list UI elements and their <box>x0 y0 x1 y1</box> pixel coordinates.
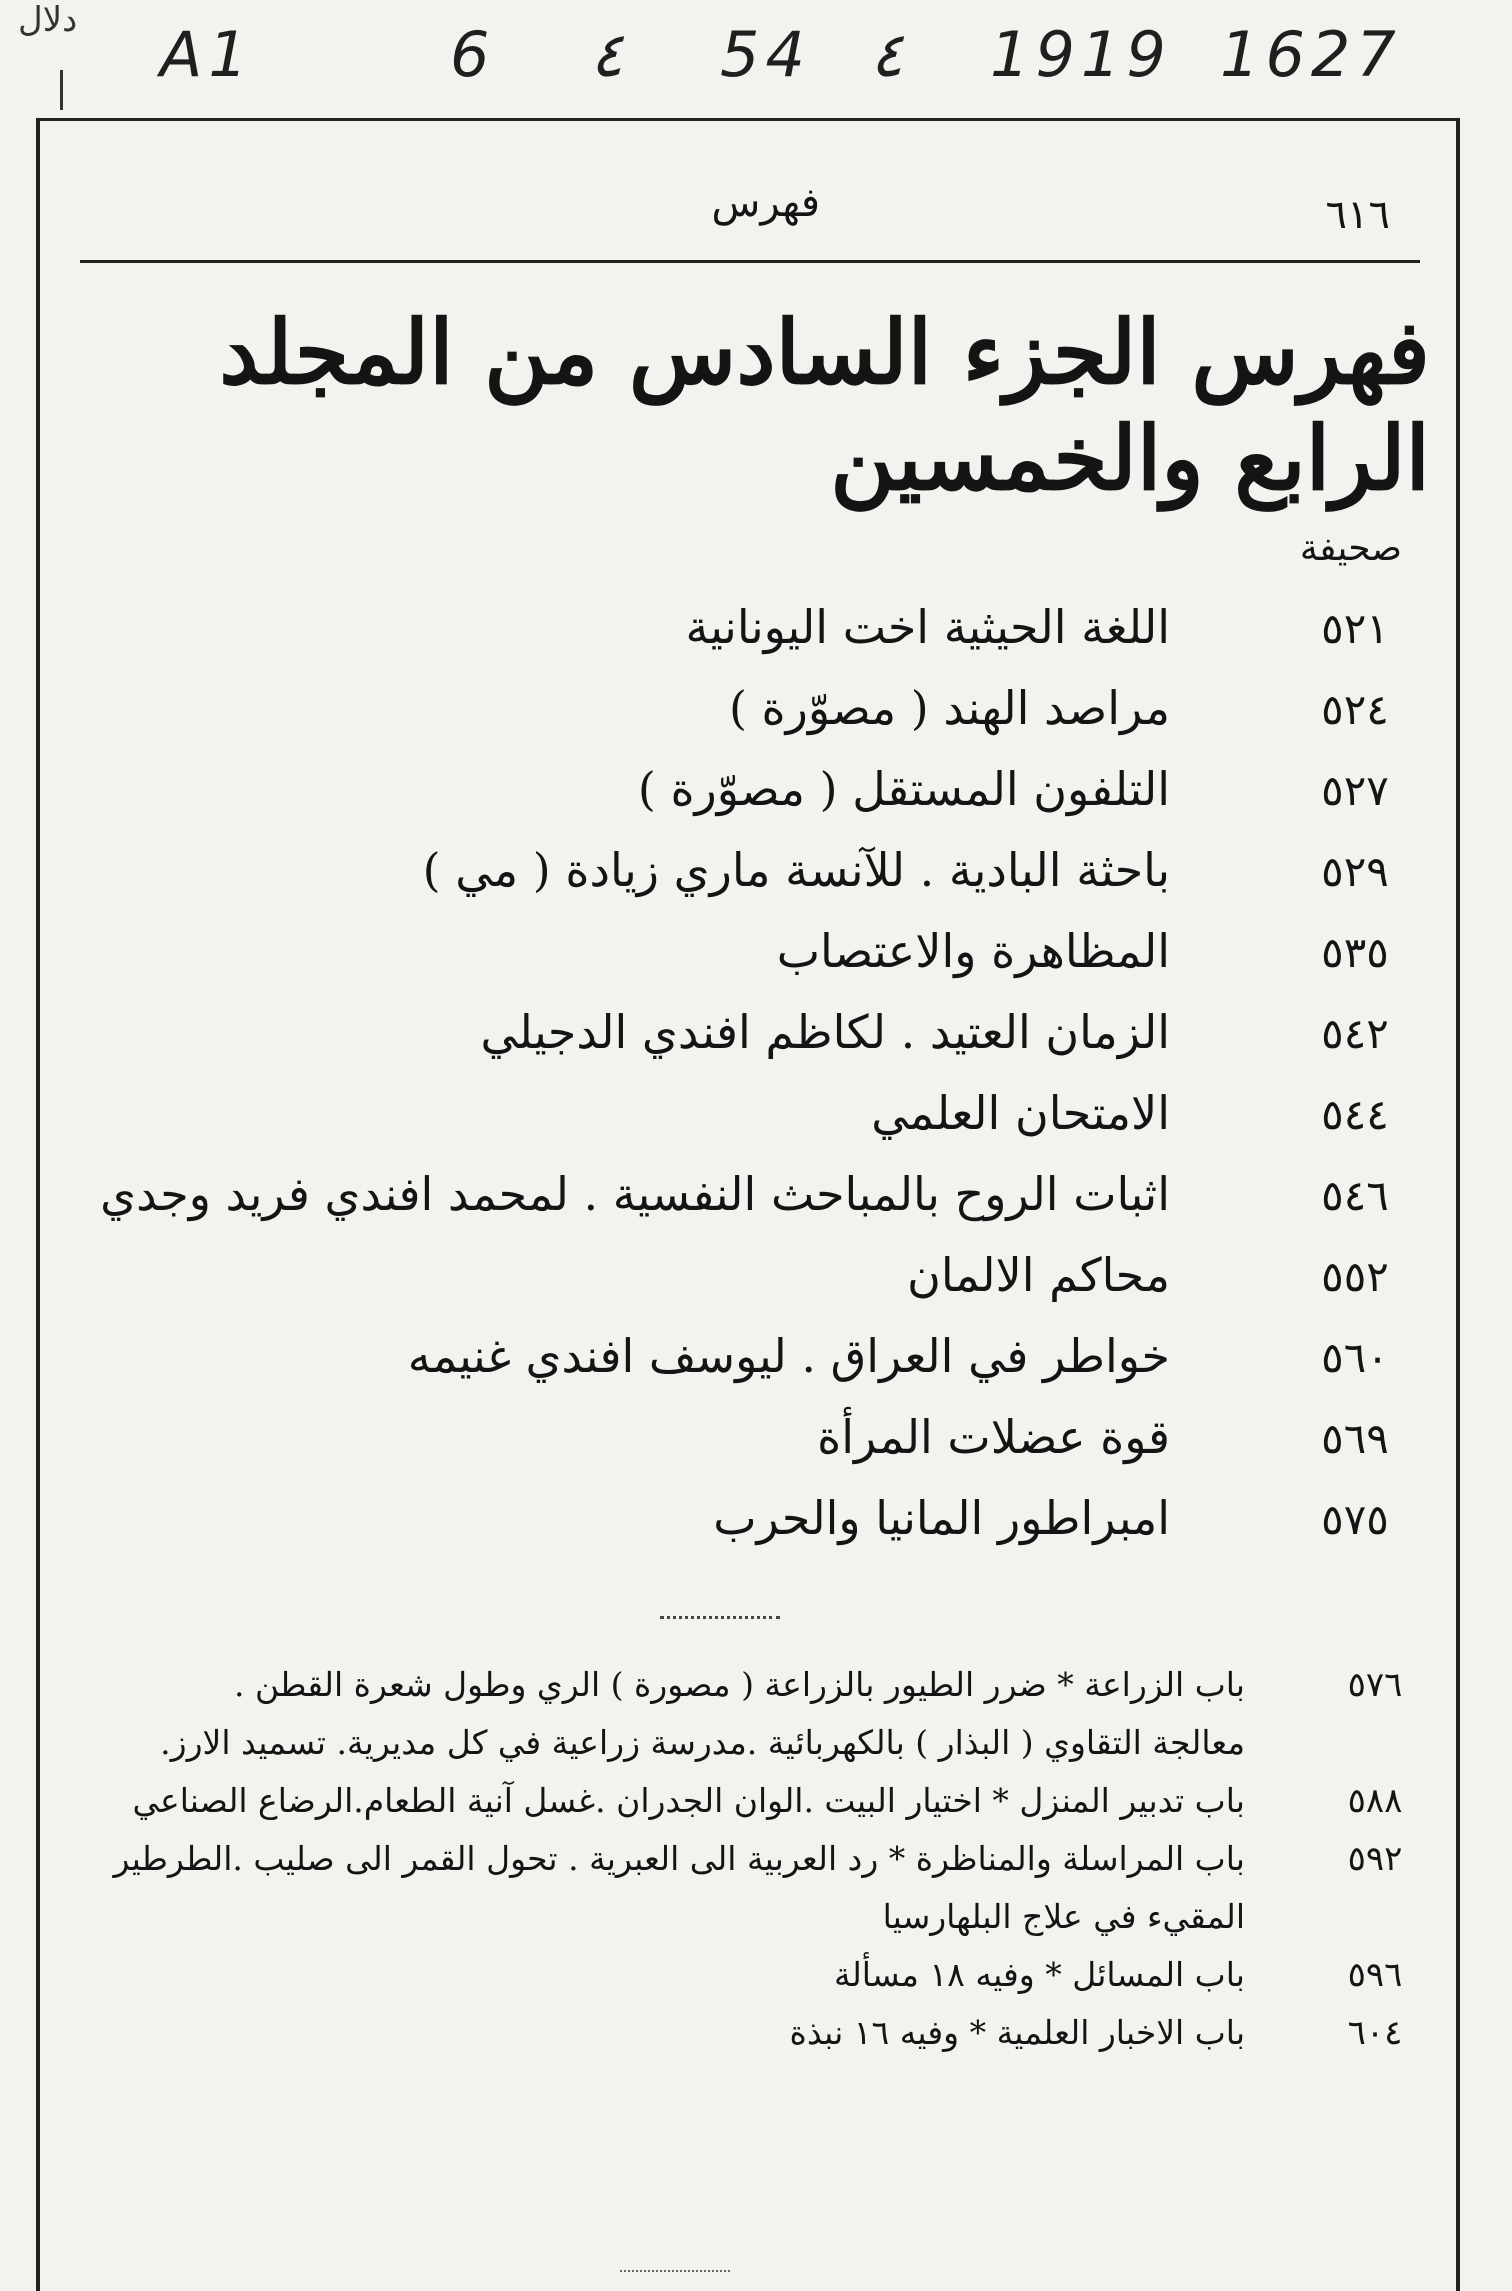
toc-title: اللغة الحيثية اخت اليونانية <box>685 600 1170 654</box>
handwritten-tick-mark <box>60 70 63 110</box>
toc-entry <box>60 1248 1430 1329</box>
toc-page-number: ٥٦٠ <box>1321 1333 1389 1382</box>
page-column-label: صحيفة <box>1299 528 1402 569</box>
toc-page-number: ٥٢٧ <box>1321 766 1389 815</box>
toc-entry <box>60 762 1430 843</box>
bottom-smudge-marks <box>620 2270 730 2272</box>
toc-title: اثبات الروح بالمباحث النفسية . لمحمد افندي فريد وجدي <box>100 1167 1170 1221</box>
section-entry <box>20 1781 1450 1839</box>
running-head <box>80 170 1420 263</box>
section-continuation: معالجة التقاوي ( البذار ) بالكهربائية .مدرسة زراعية في كل مديرية. تسميد الارز. <box>160 1723 1245 1762</box>
toc-title: قوة عضلات المرأة <box>817 1410 1170 1464</box>
toc-title: التلفون المستقل ( مصوّرة ) <box>637 762 1170 816</box>
section-text: باب تدبير المنزل * اختيار البيت .الوان الجدران .غسل آنية الطعام.الرضاع الصناعي <box>132 1781 1245 1820</box>
handwritten-number: 6 <box>450 18 496 91</box>
section-entry <box>20 1955 1450 2013</box>
sections-list <box>20 1665 1450 2071</box>
toc-list <box>60 600 1430 1572</box>
toc-entry <box>60 1005 1430 1086</box>
toc-entry <box>60 1329 1430 1410</box>
toc-entry <box>60 843 1430 924</box>
toc-entry <box>60 1167 1430 1248</box>
toc-entry <box>60 1410 1430 1491</box>
toc-entry <box>60 924 1430 1005</box>
running-title: فهرس <box>711 180 820 226</box>
section-text: باب الاخبار العلمية * وفيه ١٦ نبذة <box>789 2013 1245 2052</box>
section-text: باب المراسلة والمناظرة * رد العربية الى العبرية . تحول القمر الى صليب .الطرطير <box>113 1839 1245 1878</box>
toc-page-number: ٥٣٥ <box>1321 928 1389 977</box>
handwritten-numbers <box>160 18 1460 118</box>
section-continuation: المقيء في علاج البلهارسيا <box>882 1897 1245 1936</box>
toc-page-number: ٥٢٩ <box>1321 847 1389 896</box>
section-entry <box>20 1665 1450 1723</box>
toc-title: الزمان العتيد . لكاظم افندي الدجيلي <box>480 1005 1170 1059</box>
handwritten-number: ٤ <box>870 18 904 91</box>
toc-title: مراصد الهند ( مصوّرة ) <box>728 681 1170 735</box>
toc-title: امبراطور المانيا والحرب <box>713 1491 1170 1545</box>
section-page-number: ٦٠٤ <box>1347 2013 1403 2053</box>
toc-page-number: ٥٦٩ <box>1321 1414 1389 1463</box>
toc-title: باحثة البادية . للآنسة ماري زيادة ( مي ) <box>422 843 1170 897</box>
toc-page-number: ٥٥٢ <box>1321 1252 1389 1301</box>
toc-entry <box>60 681 1430 762</box>
toc-page-number: ٥٤٦ <box>1321 1171 1389 1220</box>
handwritten-number: 1627 <box>1220 18 1402 91</box>
toc-title: الامتحان العلمي <box>871 1086 1170 1140</box>
toc-page-number: ٥٤٤ <box>1321 1090 1389 1139</box>
section-page-number: ٥٩٦ <box>1347 1955 1403 1995</box>
handwritten-number: A1 <box>160 18 254 91</box>
toc-page-number: ٥٤٢ <box>1321 1009 1389 1058</box>
section-divider <box>660 1616 780 1619</box>
handwritten-number: ٤ <box>590 18 624 91</box>
toc-page-number: ٥٧٥ <box>1321 1495 1389 1544</box>
toc-title: خواطر في العراق . ليوسف افندي غنيمه <box>407 1329 1170 1383</box>
toc-title: المظاهرة والاعتصاب <box>776 924 1170 978</box>
section-entry <box>20 1839 1450 1897</box>
section-text: باب المسائل * وفيه ١٨ مسألة <box>834 1955 1245 1994</box>
toc-entry <box>60 600 1430 681</box>
page-number: ٦١٦ <box>1325 192 1390 238</box>
toc-page-number: ٥٢٤ <box>1321 685 1389 734</box>
handwritten-number: 54 <box>720 18 811 91</box>
toc-title: محاكم الالمان <box>907 1248 1170 1302</box>
section-entry <box>20 2013 1450 2071</box>
toc-entry <box>60 1086 1430 1167</box>
handwritten-corner-note: دلال <box>18 0 78 40</box>
handwritten-number: 1919 <box>990 18 1172 91</box>
section-page-number: ٥٩٢ <box>1347 1839 1403 1879</box>
toc-page-number: ٥٢١ <box>1321 604 1389 653</box>
toc-entry <box>60 1491 1430 1572</box>
section-text: باب الزراعة * ضرر الطيور بالزراعة ( مصورة ) الري وطول شعرة القطن . <box>234 1665 1245 1704</box>
section-page-number: ٥٧٦ <box>1347 1665 1403 1705</box>
section-page-number: ٥٨٨ <box>1347 1781 1403 1821</box>
page-title: فهرس الجزء السادس من المجلد الرابع والخمسين <box>219 300 1430 510</box>
